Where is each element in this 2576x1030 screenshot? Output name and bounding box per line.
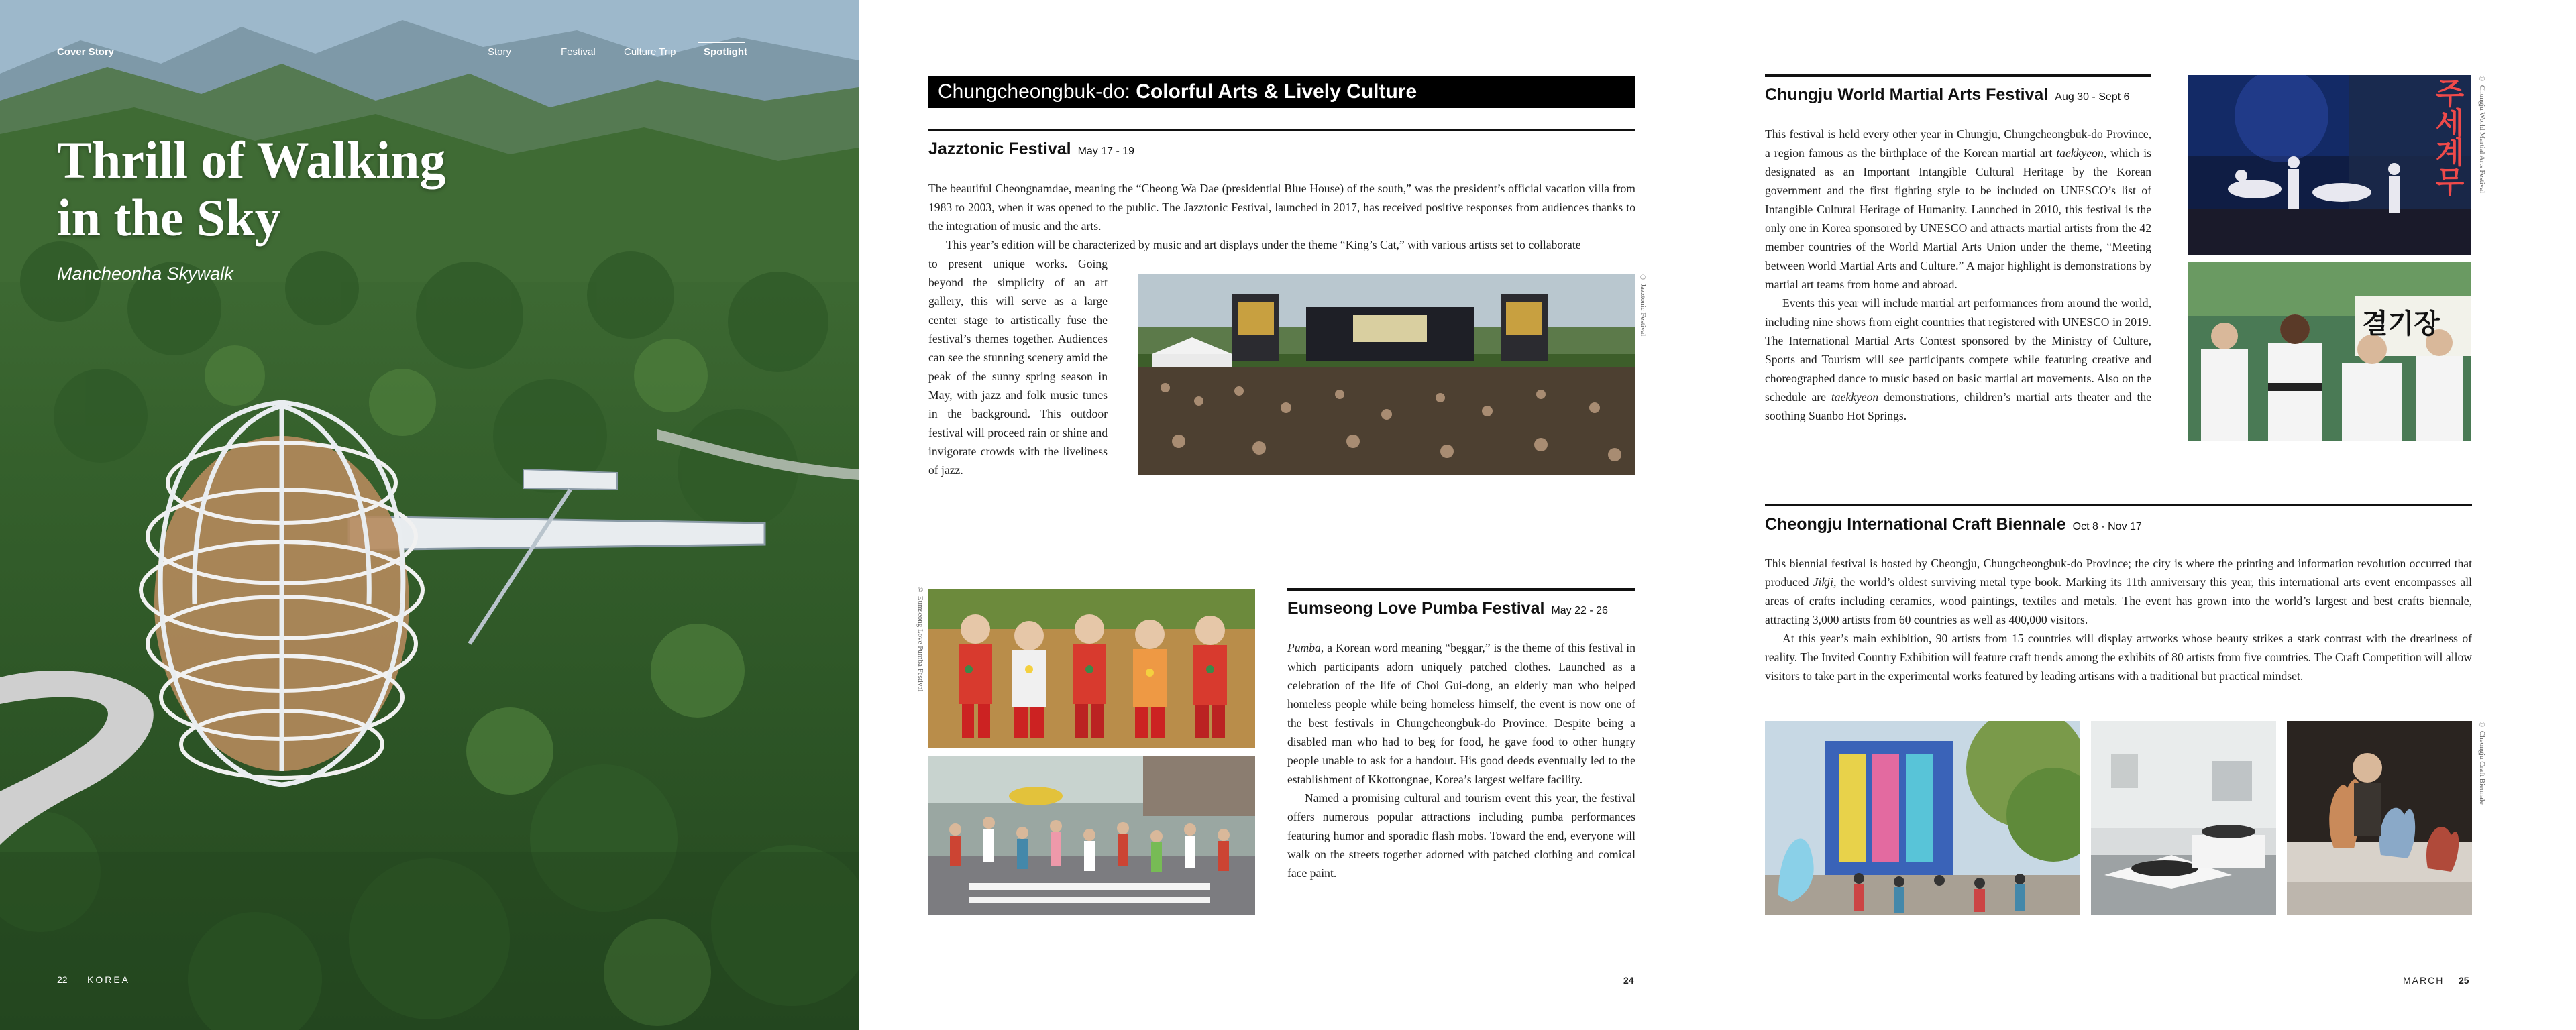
martial-photo-credit: © Chungju World Martial Arts Festival [2478, 75, 2486, 194]
biennale-p1b: , the world’s oldest surviving metal type book. Marking its 11th anniversary this year, this international arts event encompasses all areas of crafts including ceramics, wood paintings, textiles and metals. The event has grown into the world’s largest and best crafts biennale, attracting 3,000 artists from 60 countries as well as 400,000 visitors. [1765, 575, 2472, 626]
biennale-body [1765, 554, 2472, 685]
pumba-parade-photo [928, 756, 1255, 915]
biennale-exterior-photo [1765, 721, 2080, 915]
page-number-22: 22 [57, 974, 68, 985]
cover-section-label: Cover Story [57, 46, 115, 58]
biennale-craft-works-photo [2287, 721, 2472, 915]
martial-banner-text-2: 결기장 [2362, 309, 2440, 339]
martial-title: Chungju World Martial Arts Festival [1765, 85, 2049, 104]
month-label: MARCH [2403, 975, 2445, 986]
cover-title-line2: in the Sky [57, 188, 281, 247]
martial-p1b: , which is designated as an Important Intangible Cultural Heritage by the Korean government and the first fighting style to be included on UNESCO’s list of Intangible Cultural Heritage of Humanity. Launched in 2010, this festival is the only one in Korea sponsored by UNESCO and attracts martial artists from the 42 member countries of the World Martial Arts Union under the theme, “Meeting between World Martial Arts and Culture.” A major highlight is demonstrations by martial art teams from home and abroad. [1765, 146, 2151, 291]
biennale-rule [1765, 504, 2472, 506]
jazztonic-title: Jazztonic Festival [928, 139, 1071, 158]
martial-heading [1765, 85, 2129, 105]
martial-rule [1765, 74, 2151, 77]
biennale-p1-em: Jikji [1813, 575, 1834, 589]
pumba-p2: Named a promising cultural and tourism event this year, the festival offers numerous popular attractions including pumba performances featuring humor and sporadic flash mobs. Toward the end, everyone will walk on the streets together adorned with patched clothing and comical face paint. [1287, 791, 1635, 880]
biennale-title: Cheongju International Craft Biennale [1765, 515, 2066, 534]
biennale-date: Oct 8 - Nov 17 [2072, 521, 2142, 532]
cover-subtitle: Mancheonha Skywalk [57, 264, 233, 284]
biennale-photo-credit: © Cheongju Craft Biennale [2478, 721, 2486, 805]
martial-p2a: Events this year will include martial art performances from around the world, including nine shows from eight countries that registered with UNESCO in 2019. The International Martial Arts Contest sponsored by the Ministry of Culture, Sports and Tourism will see participants compete while featuring creative and choreographed dance to music based on basic martial art movements. Also on the schedule are [1765, 296, 2151, 404]
magazine-name: KOREA [87, 974, 131, 985]
banner-headline: Colorful Arts & Lively Culture [1136, 80, 1417, 103]
martial-p1a: This festival is held every other year in Chungju, Chungcheongbuk-do Province, a region famous as the birthplace of the Korean martial art [1765, 127, 2151, 160]
jazztonic-rule [928, 129, 1635, 131]
nav-item-culture-trip[interactable]: Culture Trip [624, 46, 676, 58]
biennale-gallery-photo [2091, 721, 2276, 915]
banner-region: Chungcheongbuk-do: [938, 80, 1130, 103]
jazztonic-date: May 17 - 19 [1077, 146, 1135, 157]
pumba-date: May 22 - 26 [1551, 605, 1608, 616]
jazztonic-heading [928, 139, 1134, 159]
jazztonic-concert-photo [1138, 274, 1635, 475]
nav-item-story[interactable]: Story [488, 46, 512, 58]
biennale-heading [1765, 515, 2142, 534]
pumba-body [1287, 638, 1635, 882]
martial-performance-photo [2188, 75, 2471, 255]
pumba-p1-text: , a Korean word meaning “beggar,” is the theme of this festival in which participants adorn uniquely patched clothes. Launched as a celebration of the life of Choi Gui-dong, an elderly man who helped homeless people while being homeless himself, the event is now one of the best festivals in Chungcheongbuk-do Province. Despite being a disabled man who had to beg for food, he gave food to other hungry people unable to ask for a handout. His good deeds eventually led to the establishment of Kkottongnae, Korea’s largest welfare facility. [1287, 641, 1635, 786]
nav-item-festival[interactable]: Festival [561, 46, 596, 58]
pumba-title: Eumseong Love Pumba Festival [1287, 599, 1545, 618]
biennale-p1 [1765, 554, 2472, 629]
pumba-photo-credit: © Eumseong Love Pumba Festival [916, 586, 924, 692]
nav-active-indicator [698, 42, 745, 43]
jazztonic-p1: The beautiful Cheongnamdae, meaning the “Cheong Wa Dae (presidential Blue House) of the south,” was the president’s official vacation villa from 1983 to 2003, when it was opened to the public. The Jazztonic Festival, launched in 2017, has received positive responses from audiences thanks to the integration of music and the arts. [928, 182, 1635, 233]
cover-photo [0, 0, 859, 1030]
cover-title-line1: Thrill of Walking [57, 131, 446, 189]
jazztonic-photo-credit: © Jazztonic Festival [1639, 274, 1647, 337]
pumba-performers-photo [928, 589, 1255, 748]
martial-p1 [1765, 125, 2151, 294]
page-number-24: 24 [1623, 975, 1634, 986]
martial-p2-em: taekkyeon [1831, 390, 1879, 404]
jazztonic-p2-cont: to present unique works. Going beyond the simplicity of an art gallery, this will serve as a large center stage to artistically fuse the festival’s themes together. Audiences can see the stunning scenery amid the peak of the sunny spring season in May, with jazz and folk music tunes in the background. This outdoor festival will proceed rain or shine and invigorate crowds with the liveliness of jazz. [928, 257, 1108, 477]
pumba-rule [1287, 588, 1635, 591]
section-banner [928, 76, 1635, 108]
martial-date: Aug 30 - Sept 6 [2055, 91, 2130, 103]
nav-item-spotlight[interactable]: Spotlight [704, 46, 747, 58]
martial-banner-text-1: 주세계무 [2430, 78, 2463, 196]
page-number-25: 25 [2459, 975, 2469, 986]
pumba-heading [1287, 599, 1608, 618]
martial-athletes-photo [2188, 262, 2471, 441]
pumba-p1 [1287, 638, 1635, 789]
jazztonic-body-column [928, 254, 1108, 479]
jazztonic-p2: This year’s edition will be characterized by music and art displays under the theme “King’s Cat,” with various artists set to collaborate [946, 238, 1581, 251]
martial-body [1765, 125, 2151, 425]
biennale-p2: At this year’s main exhibition, 90 artists from 15 countries will display artworks whose beauty strikes a stark contrast with the dreariness of reality. The Invited Country Exhibition will feature craft trends among the exhibits of 80 artists from five countries. The Craft Competition will allow visitors to take part in the experimental works featured by leading artisans with a traditional but practical mindset. [1765, 632, 2472, 683]
martial-p2 [1765, 294, 2151, 425]
biennale-p1a: This biennial festival is hosted by Cheongju, Chungcheongbuk-do Province; the city is where the printing and information revolution occurred that produced [1765, 557, 2472, 589]
pumba-p1-em: Pumba [1287, 641, 1321, 654]
martial-p2b: demonstrations, children’s martial arts theater and the soothing Suanbo Hot Springs. [1765, 390, 2151, 422]
jazztonic-body [928, 179, 1635, 254]
martial-p1-em: taekkyeon [2056, 146, 2104, 160]
